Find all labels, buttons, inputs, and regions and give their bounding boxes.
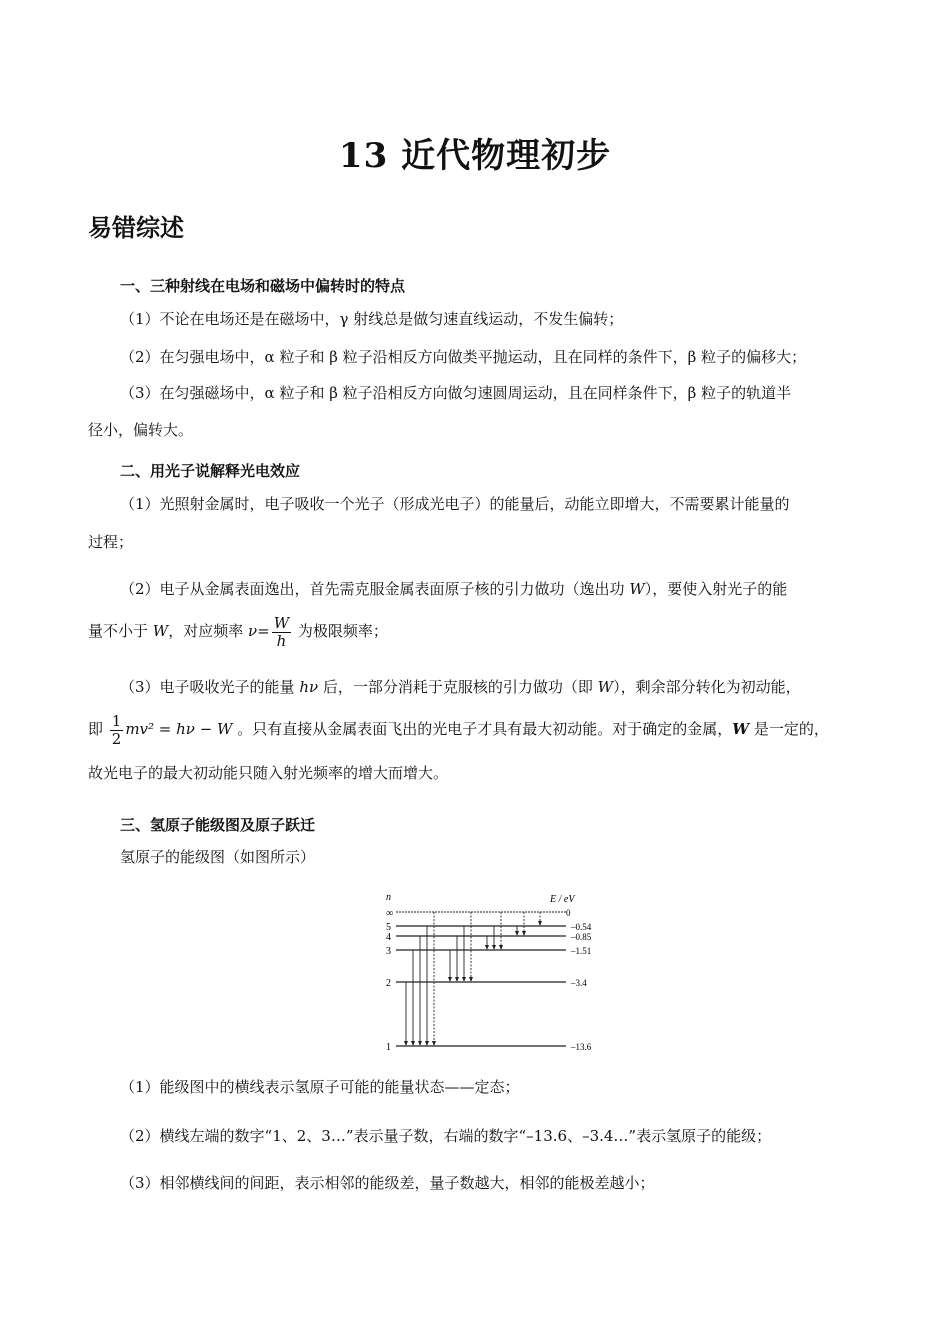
text-run: 是一定的， bbox=[749, 720, 829, 738]
text-run: 后，一部分消耗于克服核的引力做功（即 bbox=[318, 678, 598, 696]
arrow-head bbox=[455, 977, 459, 982]
text-run: （2）电子从金属表面逸出，首先需克服金属表面原子核的引力做功（逸出功 bbox=[120, 580, 630, 598]
symbol-W: W bbox=[152, 622, 169, 640]
text-run: 。只有直接从金属表面飞出的光电子才具有最大初动能。对于确定的金属， bbox=[232, 720, 733, 738]
equals-sign: = bbox=[257, 622, 270, 640]
text-run: ），要使入射光子的能 bbox=[644, 580, 788, 598]
energy-value-label: 0 bbox=[566, 908, 571, 918]
energy-levels bbox=[386, 908, 592, 1053]
symbol-W: W bbox=[629, 580, 645, 598]
symbol-W: W bbox=[597, 678, 614, 696]
arrow-head bbox=[411, 1041, 415, 1046]
s2-p3-line2 bbox=[88, 711, 868, 748]
s3-heading: 三、氢原子能级图及原子跃迁 bbox=[120, 816, 316, 834]
quantum-number-label: 1 bbox=[386, 1042, 391, 1053]
s3-p3: （3）相邻横线间的间距，表示相邻的能级差，量子数越大，相邻的能极差越小； bbox=[120, 1174, 655, 1192]
quantum-number-label: 4 bbox=[386, 932, 391, 943]
arrow-head bbox=[462, 977, 466, 982]
s3-intro: 氢原子的能级图（如图所示） bbox=[120, 848, 316, 866]
symbol-W: W bbox=[732, 720, 750, 738]
arrow-head bbox=[515, 931, 519, 936]
arrow-head bbox=[404, 1041, 408, 1046]
quantum-number-label: 3 bbox=[386, 946, 391, 957]
energy-axis-label: E / eV bbox=[550, 894, 575, 905]
page-title: 13 近代物理初步 bbox=[338, 136, 612, 176]
symbol-nu: ν bbox=[247, 622, 258, 640]
s3-p2: （2）横线左端的数字“1、2、3…”表示量子数，右端的数字“–13.6、–3.4…”表示氢原子的能级； bbox=[120, 1127, 772, 1145]
transition-arrows bbox=[404, 912, 542, 1046]
s2-p2-line2 bbox=[88, 614, 868, 650]
text-run: ），剩余部分转化为初动能， bbox=[613, 678, 801, 696]
energy-value-label: –1.51 bbox=[571, 946, 592, 956]
quantum-number-label: 5 bbox=[386, 922, 391, 933]
s2-p2-line1 bbox=[120, 582, 865, 597]
text-run: ，对应频率 bbox=[168, 622, 248, 640]
symbol-hv: hν bbox=[299, 678, 319, 696]
quantum-number-label: ∞ bbox=[386, 908, 394, 919]
s3-p1: （1）能级图中的横线表示氢原子可能的能量状态——定态； bbox=[120, 1078, 520, 1096]
text-run: 量不小于 bbox=[88, 622, 153, 640]
s2-p3-line1 bbox=[120, 680, 865, 695]
s2-p1-line1: （1）光照射金属时，电子吸收一个光子（形成光电子）的能量后，动能立即增大，不需要累计能量的 bbox=[120, 495, 790, 513]
energy-value-label: –13.6 bbox=[571, 1042, 592, 1052]
arrow-head bbox=[418, 1041, 422, 1046]
arrow-head bbox=[522, 931, 526, 936]
energy-value-label: –3.4 bbox=[571, 978, 587, 988]
arrow-head bbox=[448, 977, 452, 982]
arrow-head bbox=[425, 1041, 429, 1046]
s1-p3-line1: （3）在匀强磁场中，α 粒子和 β 粒子沿相反方向做匀速圆周运动，且在同样条件下，β 粒子的轨道半 bbox=[120, 384, 792, 402]
s2-p1-line2: 过程； bbox=[88, 533, 134, 551]
text-run: 为极限频率； bbox=[293, 622, 388, 640]
s1-p2: （2）在匀强电场中，α 粒子和 β 粒子沿相反方向做类平抛运动，且在同样的条件下，β 粒子的偏移大； bbox=[120, 348, 807, 366]
kinetic-energy-formula: mv² = hν − W bbox=[125, 720, 233, 738]
arrow-head bbox=[499, 945, 503, 950]
fraction-numerator: 1 bbox=[111, 711, 122, 730]
fraction-numerator: W bbox=[273, 613, 290, 632]
fraction-denominator: 2 bbox=[111, 729, 122, 748]
s1-heading: 一、三种射线在电场和磁场中偏转时的特点 bbox=[120, 277, 406, 295]
s1-p3-line2: 径小，偏转大。 bbox=[88, 421, 194, 439]
n-axis-label: n bbox=[386, 892, 391, 903]
section-heading: 易错综述 bbox=[88, 214, 184, 242]
arrow-head bbox=[485, 945, 489, 950]
text-run: （3）电子吸收光子的能量 bbox=[120, 678, 300, 696]
arrow-head bbox=[492, 945, 496, 950]
fraction-one-half bbox=[110, 713, 124, 748]
fraction-W-over-h bbox=[272, 615, 291, 650]
arrow-head bbox=[432, 1041, 436, 1046]
arrow-head bbox=[469, 977, 473, 982]
s2-p3-line3: 故光电子的最大初动能只随入射光频率的增大而增大。 bbox=[88, 764, 449, 782]
quantum-number-label: 2 bbox=[386, 978, 391, 989]
hydrogen-energy-level-diagram bbox=[368, 888, 608, 1058]
energy-value-label: –0.85 bbox=[571, 932, 592, 942]
s2-heading: 二、用光子说解释光电效应 bbox=[120, 462, 301, 480]
fraction-denominator: h bbox=[276, 631, 287, 650]
text-run: 即 bbox=[88, 720, 108, 738]
s1-p1: （1）不论在电场还是在磁场中，γ 射线总是做匀速直线运动，不发生偏转； bbox=[120, 310, 624, 328]
arrow-head bbox=[538, 921, 542, 926]
energy-value-label: –0.54 bbox=[571, 922, 592, 932]
